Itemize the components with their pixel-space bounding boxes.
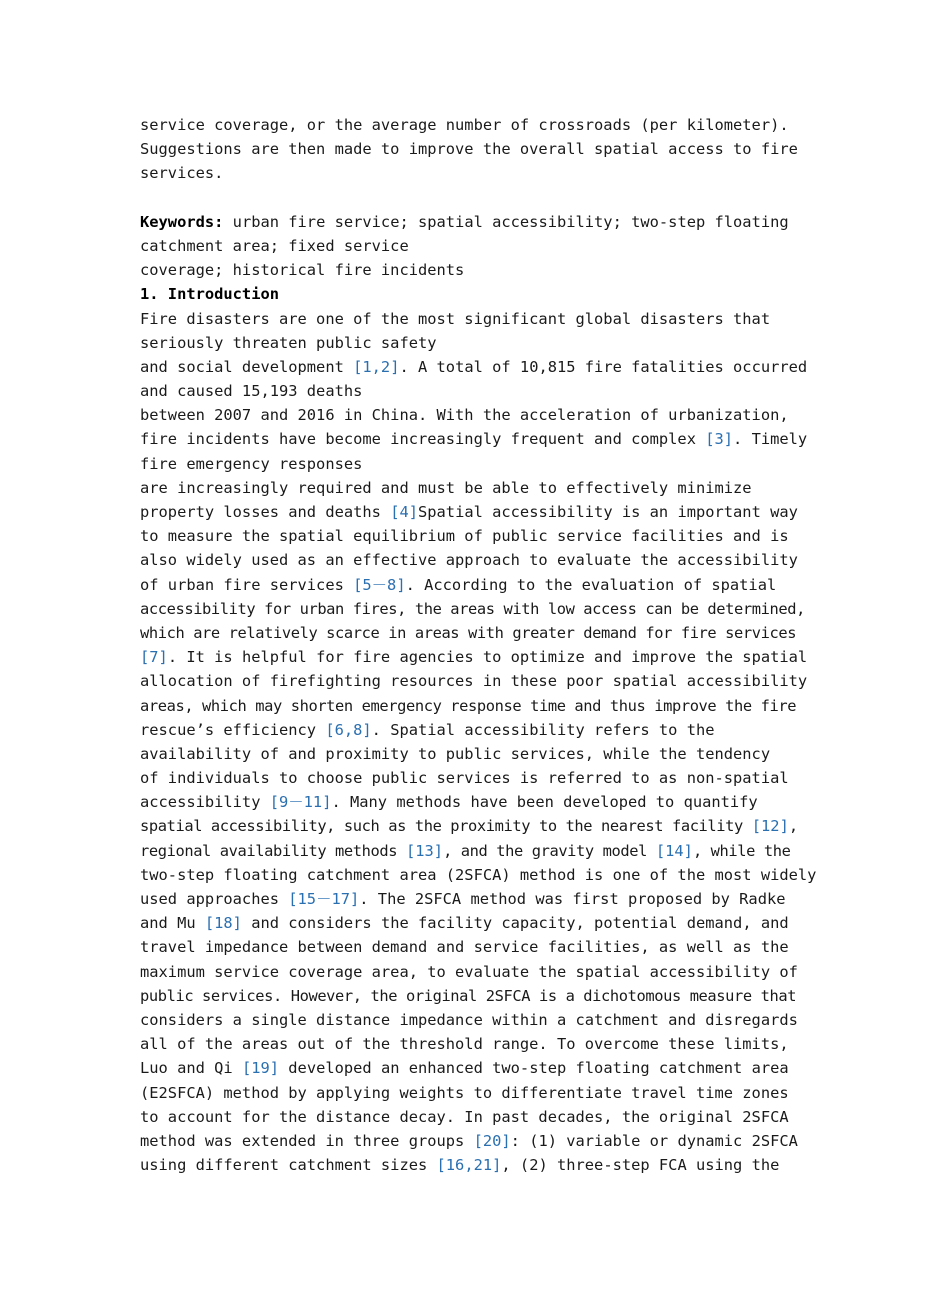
body-line — [140, 645, 808, 669]
body-line — [140, 935, 800, 959]
keywords-line — [140, 210, 800, 234]
body-text-span: Spatial accessibility is an important way — [418, 503, 798, 521]
body-text-span: Luo and Qi — [140, 1059, 242, 1078]
body-text-span: . Timely — [733, 430, 808, 449]
body-line — [140, 984, 800, 1008]
body-line — [140, 960, 800, 984]
body-line — [140, 621, 800, 645]
abstract-line: Suggestions are then made to improve the overall spatial access to fire — [140, 140, 798, 159]
body-line — [140, 669, 808, 693]
citation-link[interactable]: [6,8] — [325, 720, 372, 739]
body-text-span: travel impedance between demand and service facilities, as well as the — [140, 938, 789, 957]
abstract-line: service coverage, or the average number of crossroads (per kilometer). — [140, 116, 789, 134]
citation-link[interactable]: [9－11] — [269, 793, 332, 812]
body-text-span: between 2007 and 2016 in China. With the acceleration of urbanization, — [140, 406, 789, 425]
body-text-span: accessibility for urban fires, the areas with low access can be determined, — [140, 599, 805, 618]
introduction-body — [140, 307, 817, 1178]
body-text-span: . Spatial accessibility refers to the — [371, 720, 715, 739]
citation-link[interactable]: [14] — [655, 841, 693, 860]
body-line — [140, 694, 800, 718]
body-line — [140, 476, 800, 500]
body-text-span: , (2) three-step FCA using the — [501, 1156, 780, 1175]
body-text-span: and social development — [140, 357, 354, 376]
citation-link[interactable]: [20] — [473, 1131, 511, 1150]
body-text-span: to measure the spatial equilibrium of public service facilities and is — [140, 527, 789, 546]
body-text-span: considers a single distance impedance within a catchment and disregards — [140, 1010, 798, 1029]
body-text-span: fire incidents have become increasingly frequent and complex — [140, 430, 706, 449]
body-line — [140, 718, 800, 742]
citation-link[interactable]: [16,21] — [436, 1156, 502, 1175]
keywords-text: urban fire service; spatial accessibility; two-step floating — [223, 212, 789, 231]
body-text-span: areas, which may shorten emergency response time and thus improve the fire — [140, 696, 797, 715]
body-text-span: developed an enhanced two-step floating catchment area — [279, 1059, 789, 1078]
body-line — [140, 1129, 800, 1153]
body-text-span: . The 2SFCA method was first proposed by Radke — [359, 890, 786, 908]
body-text-span: . It is helpful for fire agencies to optimize and improve the spatial — [167, 648, 808, 667]
keywords-line: coverage; historical fire incidents — [140, 261, 465, 280]
body-text-span: allocation of firefighting resources in these poor spatial accessibility — [140, 672, 808, 691]
body-line — [140, 863, 817, 887]
body-line — [140, 548, 800, 572]
citation-link[interactable]: [7] — [140, 648, 168, 667]
body-text-span: are increasingly required and must be able to effectively minimize — [140, 478, 752, 497]
body-text-span: : (1) variable or dynamic 2SFCA — [510, 1131, 798, 1150]
body-line — [140, 452, 800, 476]
body-line — [140, 1105, 800, 1129]
citation-link[interactable]: [5－8] — [353, 575, 406, 594]
citation-link[interactable]: [15－17] — [288, 890, 360, 908]
spacer — [140, 186, 800, 210]
citation-link[interactable]: [18] — [204, 914, 242, 933]
body-text-span: two-step floating catchment area (2SFCA) method is one of the most widely — [140, 865, 817, 884]
body-line — [140, 1081, 800, 1105]
body-line — [140, 500, 800, 524]
body-line — [140, 597, 805, 621]
body-text-span: . According to the evaluation of spatial — [405, 575, 777, 594]
body-text-span: . A total of 10,815 fire fatalities occurred — [399, 357, 808, 376]
body-line — [140, 1056, 800, 1080]
body-line — [140, 427, 808, 451]
body-line — [140, 839, 800, 863]
body-line — [140, 524, 800, 548]
body-line — [140, 573, 800, 597]
body-line — [140, 1032, 800, 1056]
body-line — [140, 379, 800, 403]
citation-link[interactable]: [1,2] — [353, 357, 400, 376]
body-line — [140, 742, 800, 766]
body-text-span: regional availability methods — [140, 841, 406, 860]
body-line — [140, 331, 800, 355]
body-text-span: which are relatively scarce in areas with greater demand for fire services — [140, 623, 797, 642]
body-line — [140, 355, 808, 379]
body-line — [140, 766, 800, 790]
body-text-span: also widely used as an effective approach to evaluate the accessibility — [140, 551, 798, 570]
citation-link[interactable]: [3] — [705, 430, 734, 449]
body-text-span: . Many methods have been developed to quantify — [331, 793, 758, 812]
body-text-span: used approaches — [140, 890, 289, 908]
paper-page — [140, 113, 817, 1177]
keywords-line: catchment area; fixed service — [140, 236, 409, 255]
body-text-span: Fire disasters are one of the most significant global disasters that — [140, 309, 771, 328]
body-text-span: of individuals to choose public services is referred to as non-spatial — [140, 769, 789, 788]
citation-link[interactable]: [4] — [390, 503, 418, 521]
body-line — [140, 814, 800, 838]
body-text-span: (E2SFCA) method by applying weights to differentiate travel time zones — [140, 1083, 789, 1102]
body-line — [140, 403, 800, 427]
citation-link[interactable]: [13] — [405, 841, 444, 860]
body-text-span: to account for the distance decay. In past decades, the original 2SFCA — [140, 1107, 789, 1126]
abstract-line: services. — [140, 164, 224, 183]
body-text-span: , and the gravity model — [443, 841, 656, 860]
body-text-span: availability of and proximity to public services, while the tendency — [140, 744, 771, 763]
body-line — [140, 887, 800, 911]
body-line — [140, 1153, 800, 1177]
body-text-span: , while the — [692, 841, 791, 860]
body-text-span: method was extended in three groups — [140, 1131, 474, 1150]
citation-link[interactable]: [19] — [241, 1059, 280, 1078]
body-text-span: spatial accessibility, such as the proximity to the nearest facility — [140, 817, 752, 836]
citation-link[interactable]: [12] — [751, 817, 789, 836]
body-text-span: , — [788, 817, 799, 836]
body-text-span: of urban fire services — [140, 575, 354, 594]
body-text-span: accessibility — [140, 793, 270, 812]
body-text-span: fire emergency responses — [140, 454, 363, 473]
body-text-span: public services. However, the original 2SFCA is a dichotomous measure that — [140, 986, 797, 1005]
keywords-label: Keywords: — [140, 212, 224, 231]
body-line — [140, 911, 800, 935]
body-text-span: property losses and deaths — [140, 503, 391, 521]
body-text-span: and caused 15,193 deaths — [140, 382, 363, 401]
body-text-span: using different catchment sizes — [140, 1156, 437, 1175]
body-text-span: all of the areas out of the threshold range. To overcome these limits, — [140, 1035, 789, 1054]
body-text-span: rescue’s efficiency — [140, 720, 326, 739]
body-line — [140, 307, 800, 331]
keywords — [140, 210, 800, 283]
body-text-span: maximum service coverage area, to evaluate the spatial accessibility of — [140, 962, 798, 981]
body-text-span: seriously threaten public safety — [140, 333, 437, 352]
body-text-span: and Mu — [140, 914, 205, 933]
body-line — [140, 1008, 800, 1032]
body-line — [140, 790, 800, 814]
abstract-tail — [140, 113, 800, 186]
section-heading: 1. Introduction — [140, 285, 279, 304]
body-text-span: and considers the facility capacity, potential demand, and — [241, 914, 789, 933]
